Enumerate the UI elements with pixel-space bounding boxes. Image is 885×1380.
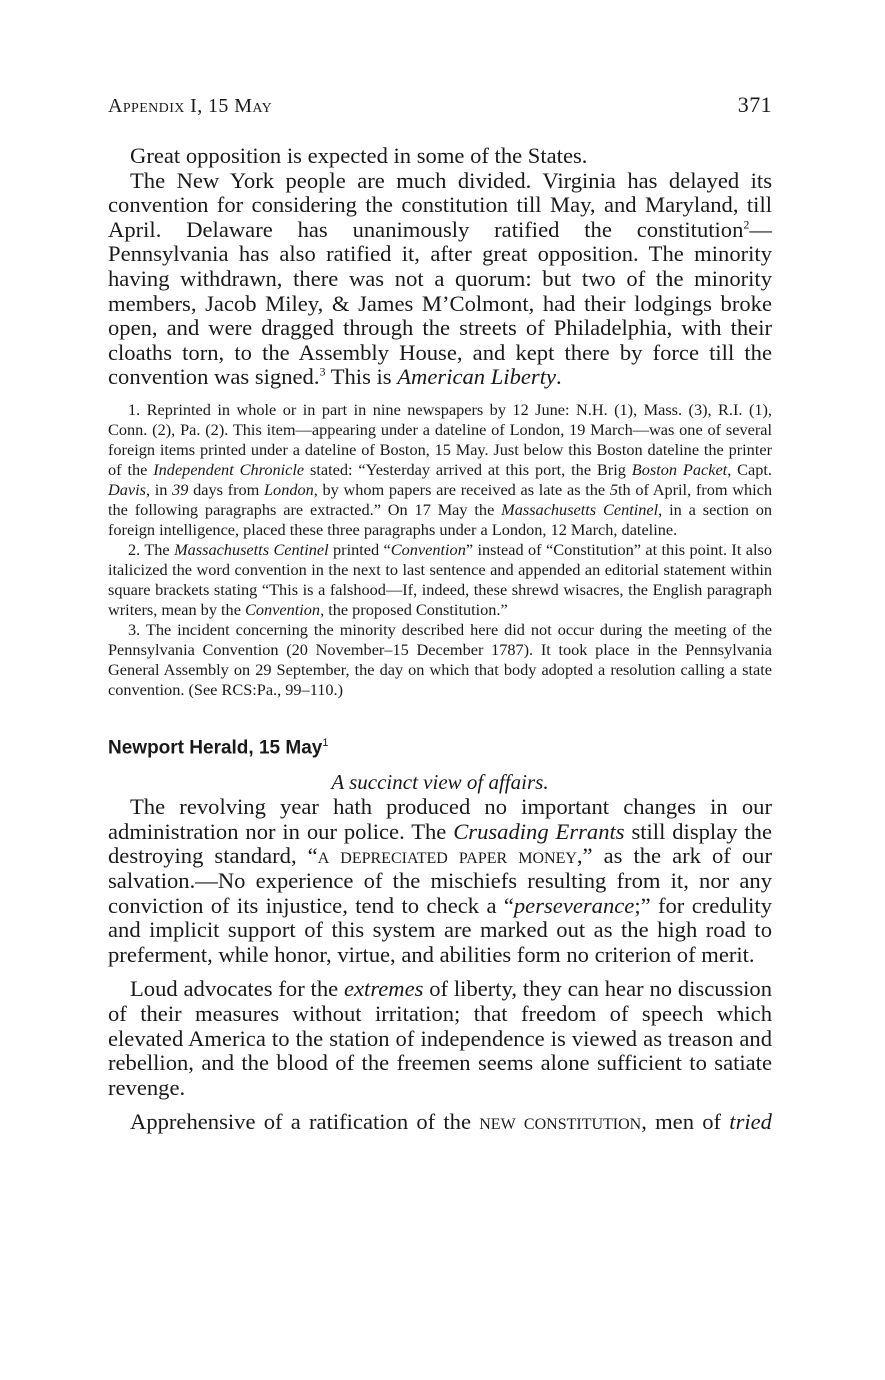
text-run: , in a section on foreign intelligence, placed these three paragraphs under a London, 12 March, dateline. [108,499,772,539]
letter-paragraph-1: Great opposition is expected in some of the States. [130,143,588,168]
text-run: This is [325,364,398,390]
italic-run: perseverance [513,892,635,918]
text-run: , in [145,479,173,499]
section-paragraph-2 [108,977,772,1100]
italic-run: extremes [343,976,424,1002]
italic-run: Massachusetts Centinel [174,539,329,559]
small-caps-run: new constitution [479,1109,642,1135]
footnote-ref-2: 2 [743,217,750,232]
text-run: ;” for credulity and implicit support of this system are marked out as the high road to preferment, while honor, virtue, and abilities form no criterion of merit. [108,892,772,967]
text-run: printed “ [328,539,391,559]
italic-run: Crusading Errants [453,818,625,844]
text-run: . [556,364,562,390]
text-run: of liberty, they can hear no discussion of their measures without irritation; that freedom of speech which elevated America to the station of independence is viewed as treason and rebellion, and the blood of the freemen seems alone sufficient to satiate revenge. [108,976,773,1100]
letter-paragraph-2 [108,169,772,390]
italic-run: 5 [609,479,618,499]
page [108,92,772,1135]
section-title: Newport Herald, 15 May [108,737,323,759]
footnote-3: 3. The incident concerning the minority described here did not occur during the meeting of the Pennsylvania Convention (20 November–15 December 1787). It took place in the Pennsylvania General Assembly on 29 September, the day on which that body adopted a resolution calling a state convention. (See RCS:Pa., 99–110.) [108,619,772,699]
section-subtitle: A succinct view of affairs. [331,770,549,795]
italic-run: London [264,479,314,499]
small-caps-run: a depreciated paper money [317,843,577,869]
text-run: th of April, from which the following paragraphs are extracted.” On 17 May the [108,479,772,519]
text-run: 1. Reprinted in whole or in part in nine newspapers by 12 June: N.H. (1), Mass. (3), R.I. (1), Conn. (2), Pa. (2). This item—appearing under a dateline of London, 19 March—was one of several foreign items printed under a dateline of Boston, 15 May. Just below this Boston dateline the printer of the [108,399,772,479]
letter-body [108,144,772,390]
text-run: The New York people are much divided. Virginia has delayed its convention for considering the constitution till May, and Maryland, till April. Delaware has unanimously ratified the constitution [108,167,772,242]
text-run: —Pennsylvania has also ratified it, after great opposition. The minority having withdrawn, there was not a quorum: but two of the minority members, Jacob Miley, & James M’Colmont, had their lodgings broke open, and were dragged through the streets of Philadelphia, with their cloaths torn, to the Assembly House, and kept there by force till the convention was signed. [108,216,772,390]
section-paragraph-3 [108,1110,772,1135]
footnote-1 [108,400,772,540]
footnote-ref-3: 3 [319,364,326,379]
italic-run: Davis [108,479,146,499]
text-run: stated: “Yesterday arrived at this port, the Brig [304,459,632,479]
text-run: , by whom papers are received as late as the [313,479,610,499]
italic-run: 39 [172,479,189,499]
section-paragraph-1 [108,795,772,967]
footnote-ref-1: 1 [322,736,329,749]
italic-run: Convention [390,539,466,559]
italic-run: Boston Packet [631,459,728,479]
text-run: 2. The [128,539,175,559]
footnotes [108,400,772,700]
italic-run: Convention [245,599,321,619]
italic-run: Independent Chronicle [153,459,305,479]
text-run: days from [188,479,264,499]
italic-run: Massachusetts Centinel [501,499,659,519]
text-run: ” instead of “Constitution” at this point. It also italicized the word convention in the next to last sentence and appended an editorial statement within square brackets stating “This is a falshood—If, indeed, these shrewd wisacres, the English paragraph writers, mean by the [108,539,773,619]
section-heading [108,730,772,761]
running-head [108,92,772,118]
text-run: , the proposed Constitution.” [320,599,508,619]
italic-run: American Liberty [397,364,557,390]
text-run: , men of [641,1109,730,1135]
section-body [108,795,772,1135]
text-run: , Capt. [727,459,772,479]
page-number: 371 [737,92,772,117]
text-run: still display the destroying standard, “ [108,818,773,869]
text-run: ,” as the ark of our salvation.—No experience of the mischiefs resulting from it, nor any conviction of its injustice, tend to check a “ [108,843,772,918]
text-run: The revolving year hath produced no important changes in our administration nor in our police. The [108,794,772,844]
text-run: Apprehensive of a ratification of the [130,1109,480,1135]
text-run: Loud advocates for the [130,976,344,1002]
running-head-title: Appendix I, 15 May [108,95,273,117]
footnote-2 [108,540,772,620]
italic-run: tried [729,1109,772,1135]
